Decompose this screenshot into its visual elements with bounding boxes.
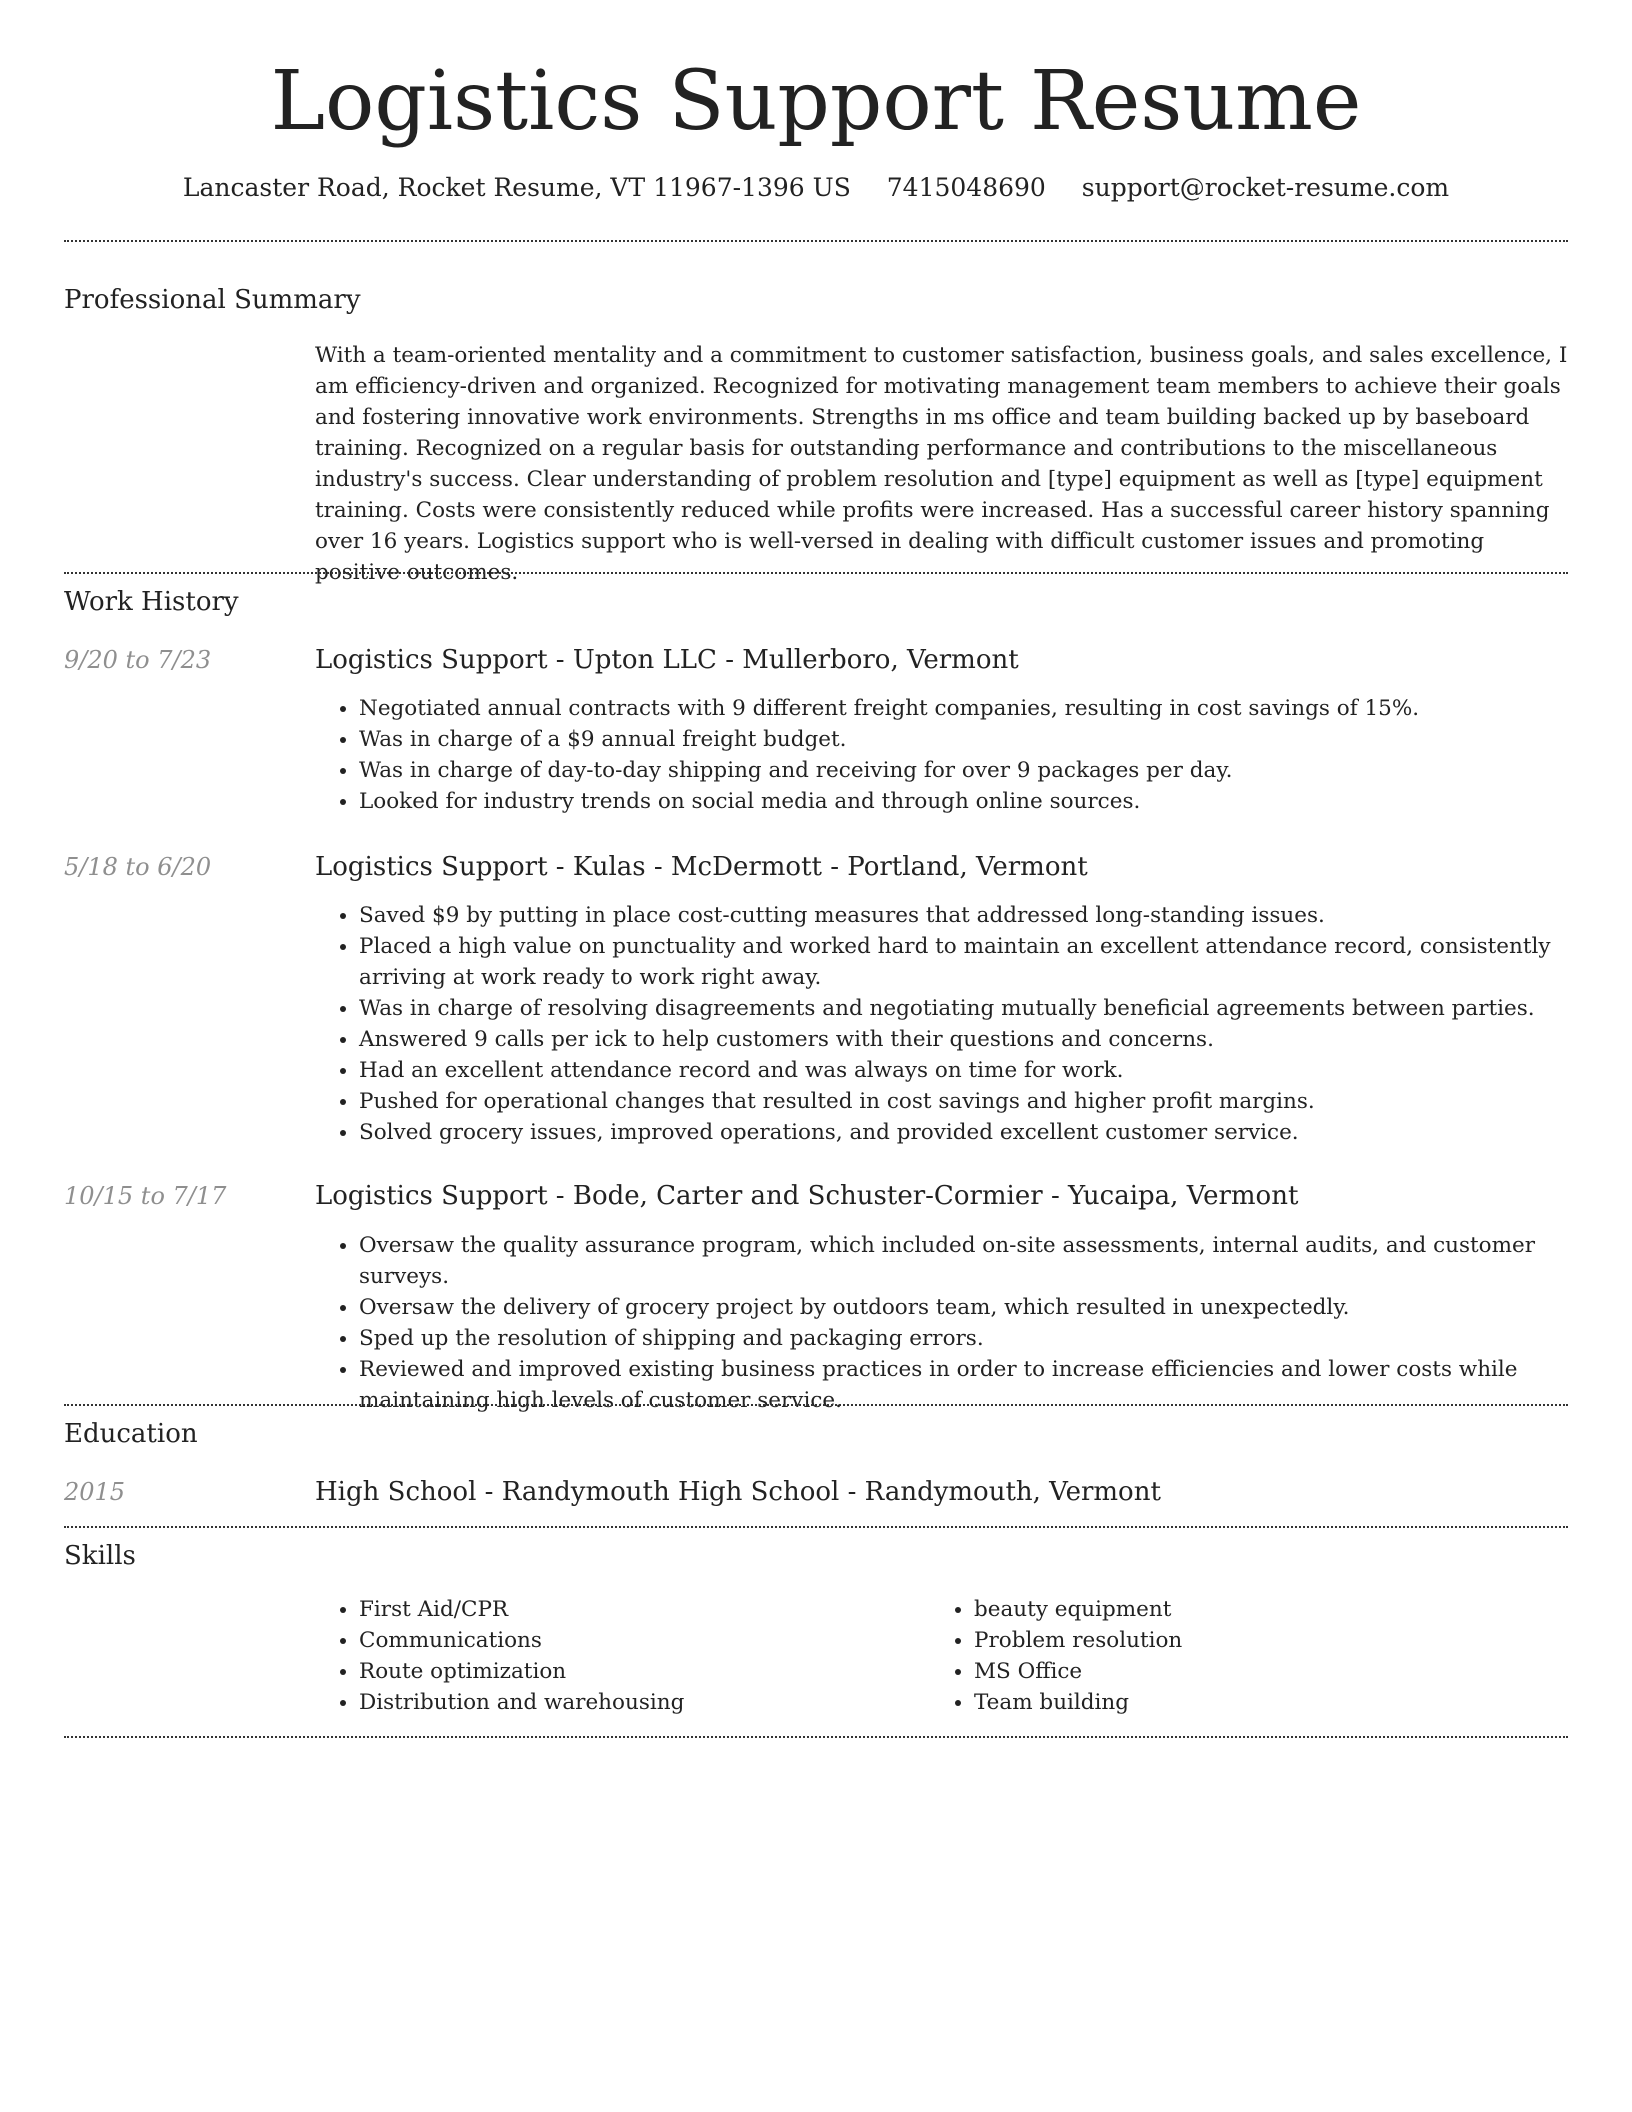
job-bullets xyxy=(315,693,1614,817)
list-item: • Oversaw the delivery of grocery project by outdoors team, which resulted in unexpectedly. xyxy=(359,1292,1614,1323)
list-item: • Answered 9 calls per ick to help customers with their questions and concerns. xyxy=(359,1024,1614,1055)
education-heading: High School - Randymouth High School - Randymouth, Vermont xyxy=(315,1477,1161,1507)
list-item: • Was in charge of resolving disagreements and negotiating mutually beneficial agreements between parties. xyxy=(359,993,1614,1024)
job-dates: 5/18 to 6/20 xyxy=(64,853,212,881)
job-bullets xyxy=(315,1230,1614,1416)
list-item: • Sped up the resolution of shipping and packaging errors. xyxy=(359,1323,1614,1354)
divider xyxy=(64,240,1568,242)
list-item: • Was in charge of a $9 annual freight budget. xyxy=(359,724,1614,755)
list-item: • Had an excellent attendance record and was always on time for work. xyxy=(359,1055,1614,1086)
list-item: • First Aid/CPR xyxy=(359,1594,919,1625)
list-item: • beauty equipment xyxy=(974,1594,1534,1625)
job-dates: 10/15 to 7/17 xyxy=(64,1182,227,1210)
job-bullets xyxy=(315,900,1614,1148)
job-dates: 9/20 to 7/23 xyxy=(64,646,212,674)
list-item: • Negotiated annual contracts with 9 different freight companies, resulting in cost savings of 15%. xyxy=(359,693,1614,724)
section-title-work-history: Work History xyxy=(64,587,239,617)
job-heading: Logistics Support - Bode, Carter and Schuster-Cormier - Yucaipa, Vermont xyxy=(315,1181,1299,1211)
list-item: • Reviewed and improved existing business practices in order to increase efficiencies and lower costs while maintaining high levels of customer service. xyxy=(359,1354,1614,1416)
divider xyxy=(64,572,1568,574)
resume-title: Logistics Support Resume xyxy=(270,54,1362,149)
education-year: 2015 xyxy=(64,1478,126,1506)
list-item: • Placed a high value on punctuality and worked hard to maintain an excellent attendance record, consistently arriving at work ready to work right away. xyxy=(359,931,1614,993)
divider xyxy=(64,1526,1568,1528)
section-title-skills: Skills xyxy=(64,1541,136,1571)
list-item: • Route optimization xyxy=(359,1656,919,1687)
summary-text: With a team-oriented mentality and a commitment to customer satisfaction, business goals, and sales excellence, I am efficiency-driven and organized. Recognized for motivating management team members to achieve their goals and fostering innovative work environments. Strengths in ms office and team building backed up by baseboard training. Recognized on a regular basis for outstanding performance and contributions to the miscellaneous industry's success. Clear understanding of problem resolution and [type] equipment as well as [type] equipment training. Costs were consistently reduced while profits were increased. Has a successful career history spanning over 16 years. Logistics support who is well-versed in dealing with difficult customer issues and promoting positive outcomes. xyxy=(315,343,1568,585)
job-heading: Logistics Support - Kulas - McDermott - Portland, Vermont xyxy=(315,852,1088,882)
divider xyxy=(64,1736,1568,1738)
job-heading: Logistics Support - Upton LLC - Mullerboro, Vermont xyxy=(315,645,1019,675)
contact-address: Lancaster Road, Rocket Resume, VT 11967-1396 US xyxy=(182,173,851,202)
list-item: • Solved grocery issues, improved operations, and provided excellent customer service. xyxy=(359,1117,1614,1148)
contact-line xyxy=(0,170,1632,206)
contact-phone: 7415048690 xyxy=(886,173,1046,202)
list-item: • Distribution and warehousing xyxy=(359,1687,919,1718)
list-item: • MS Office xyxy=(974,1656,1534,1687)
list-item: • Was in charge of day-to-day shipping and receiving for over 9 packages per day. xyxy=(359,755,1614,786)
list-item: • Problem resolution xyxy=(974,1625,1534,1656)
list-item: • Looked for industry trends on social media and through online sources. xyxy=(359,786,1614,817)
skills-list-right xyxy=(930,1594,1534,1718)
section-title-education: Education xyxy=(64,1419,198,1449)
divider xyxy=(64,1404,1568,1406)
contact-email: support@rocket-resume.com xyxy=(1081,173,1450,202)
list-item: • Pushed for operational changes that resulted in cost savings and higher profit margins. xyxy=(359,1086,1614,1117)
list-item: • Saved $9 by putting in place cost-cutting measures that addressed long-standing issues. xyxy=(359,900,1614,931)
list-item: • Oversaw the quality assurance program, which included on-site assessments, internal audits, and customer surveys. xyxy=(359,1230,1614,1292)
skills-list-left xyxy=(315,1594,919,1718)
list-item: • Communications xyxy=(359,1625,919,1656)
section-title-summary: Professional Summary xyxy=(64,285,361,315)
list-item: • Team building xyxy=(974,1687,1534,1718)
